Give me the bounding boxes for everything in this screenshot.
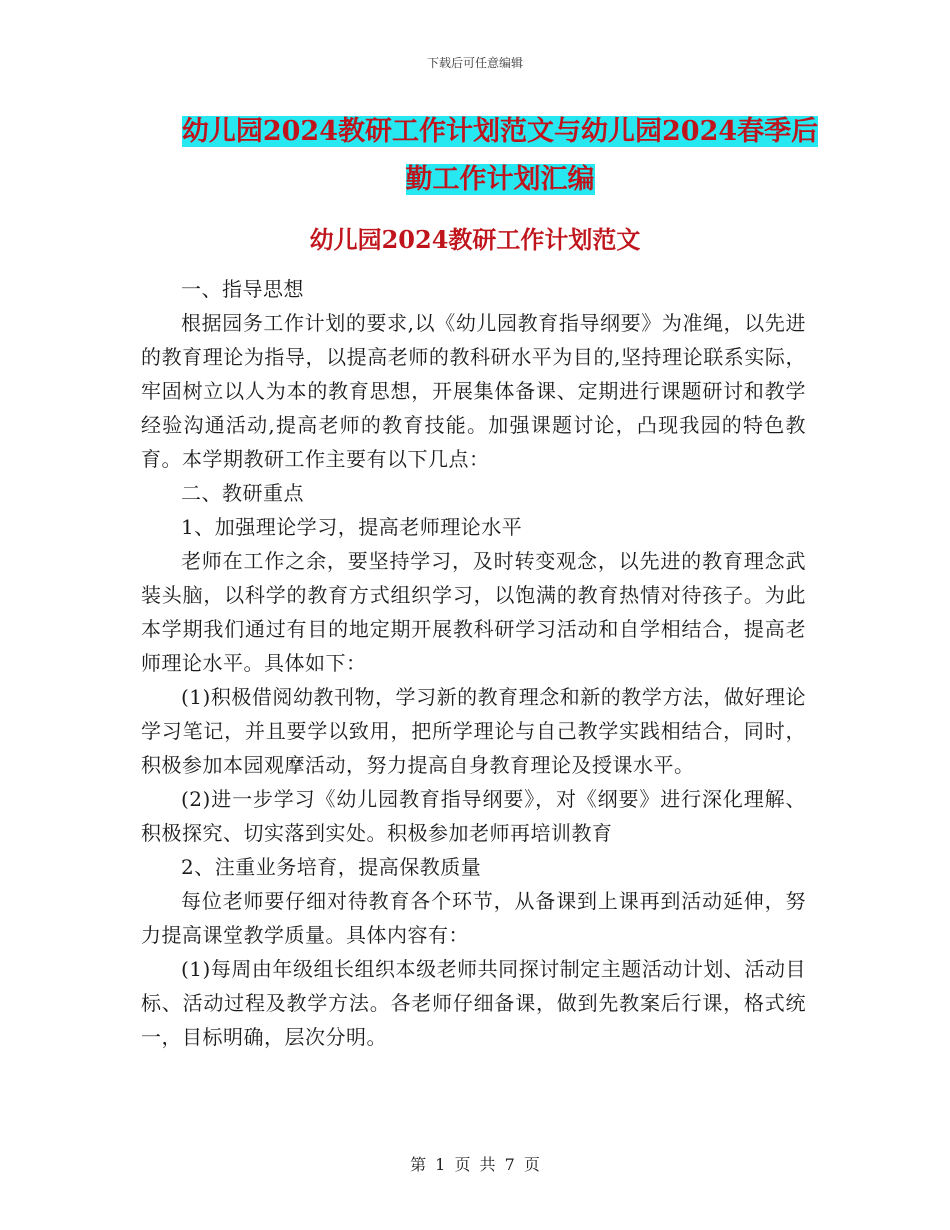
document-body	[141, 272, 806, 1054]
subheading-theory-study: 1、加强理论学习，提高老师理论水平	[181, 515, 523, 539]
header-note: 下载后可任意编辑	[426, 56, 523, 70]
list-item-2: (2)进一步学习《幼儿园教育指导纲要》，对《纲要》进行深化理解、积极探究、切实落到实处。积极参加老师再培训教育	[141, 787, 806, 845]
document-title	[140, 108, 860, 204]
section-title: 幼儿园2024教研工作计划范文	[309, 225, 641, 254]
paragraph-theory-study: 老师在工作之余，要坚持学习，及时转变观念，以先进的教育理念武装头脑，以科学的教育方式组织学习，以饱满的教育热情对待孩子。为此本学期我们通过有目的地定期开展教科研学习活动和自学相结合，提高老师理论水平。具体如下：	[141, 549, 806, 675]
paragraph-guiding-thought: 根据园务工作计划的要求,以《幼儿园教育指导纲要》为准绳，以先进的教育理论为指导，以提高老师的教科研水平为目的,坚持理论联系实际，牢固树立以人为本的教育思想，开展集体备课、定期进行课题研讨和教学经验沟通活动,提高老师的教育技能。加强课题讨论，凸现我园的特色教育。本学期教研工作主要有以下几点：	[141, 311, 806, 471]
list-item-3: (1)每周由年级组长组织本级老师共同探讨制定主题活动计划、活动目标、活动过程及教学方法。各老师仔细备课，做到先教案后行课，格式统一，目标明确，层次分明。	[141, 957, 806, 1049]
document-title-line-1: 幼儿园2024教研工作计划范文与幼儿园2024春季后	[181, 116, 819, 147]
heading-research-focus: 二、教研重点	[181, 481, 304, 505]
document-title-line-2: 勤工作计划汇编	[405, 164, 595, 195]
list-item-1: (1)积极借阅幼教刊物，学习新的教育理念和新的教学方法，做好理论学习笔记，并且要学以致用，把所学理论与自己教学实践相结合，同时，积极参加本园观摩活动，努力提高自身教育理论及授课水平。	[141, 685, 806, 777]
heading-guiding-thought: 一、指导思想	[181, 277, 304, 301]
paragraph-business-training: 每位老师要仔细对待教育各个环节，从备课到上课再到活动延伸，努力提高课堂教学质量。具体内容有：	[141, 889, 806, 947]
subheading-business-training: 2、注重业务培育，提高保教质量	[181, 855, 482, 879]
page-footer: 第 1 页 共 7 页	[410, 1155, 540, 1174]
